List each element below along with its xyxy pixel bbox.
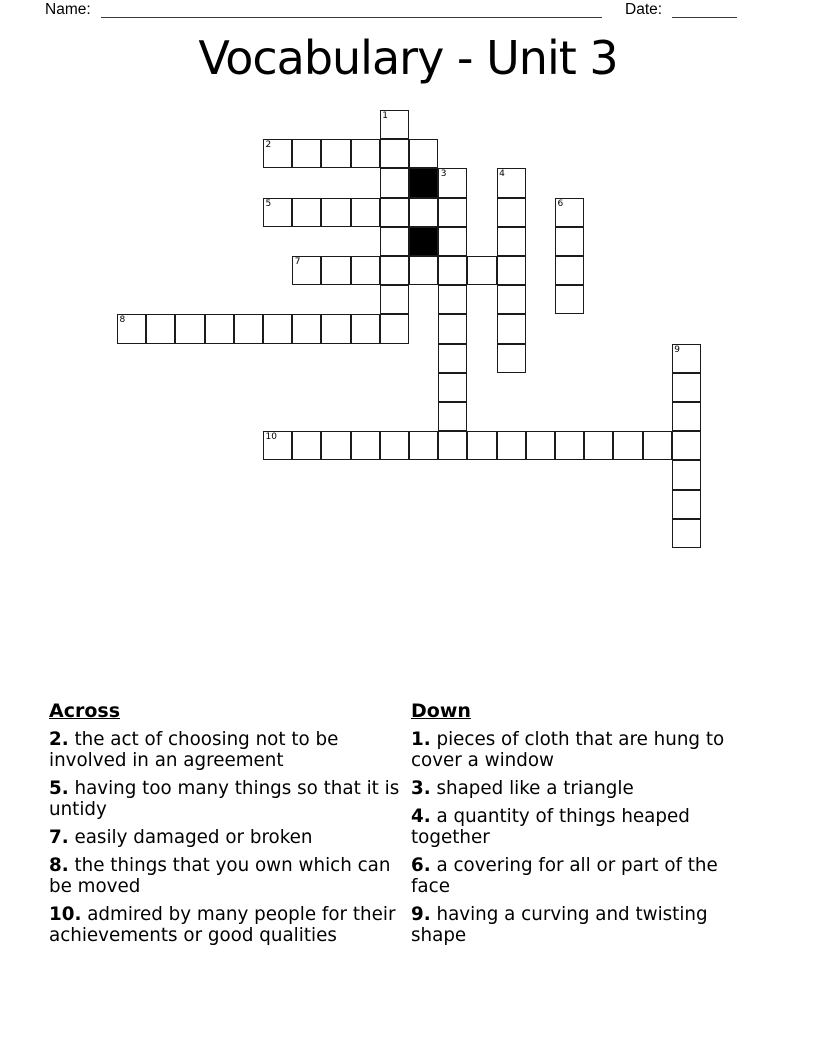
date-label: Date: — [625, 1, 663, 18]
grid-cell[interactable] — [380, 431, 409, 460]
clue-across-2: 2. the act of choosing not to be involved in an agreement — [49, 729, 339, 772]
grid-cell[interactable] — [380, 314, 409, 343]
grid-cell[interactable] — [555, 198, 584, 227]
grid-cell[interactable] — [438, 227, 467, 256]
clue-number: 9. — [411, 904, 431, 926]
clue-down-3: 3. shaped like a triangle — [411, 778, 634, 800]
across-heading: Across — [49, 700, 121, 722]
grid-cell[interactable] — [263, 139, 292, 168]
name-fill-line[interactable] — [101, 16, 602, 18]
clue-number: 1. — [411, 729, 431, 750]
black-cell — [409, 227, 438, 256]
grid-cell[interactable] — [380, 285, 409, 314]
grid-cell[interactable] — [672, 344, 701, 373]
grid-cell[interactable] — [263, 314, 292, 343]
grid-cell[interactable] — [497, 314, 526, 343]
grid-cell[interactable] — [497, 431, 526, 460]
grid-cell[interactable] — [497, 198, 526, 227]
cell-number-9: 9 — [674, 344, 681, 355]
grid-cell[interactable] — [497, 344, 526, 373]
grid-cell[interactable] — [234, 314, 263, 343]
grid-cell[interactable] — [380, 256, 409, 285]
grid-cell[interactable] — [321, 256, 350, 285]
grid-cell[interactable] — [351, 431, 380, 460]
grid-cell[interactable] — [672, 402, 701, 431]
clue-number: 5. — [49, 778, 69, 800]
grid-cell[interactable] — [467, 256, 496, 285]
black-cell — [409, 168, 438, 197]
grid-cell[interactable] — [351, 256, 380, 285]
grid-cell[interactable] — [409, 139, 438, 168]
page-title: Vocabulary - Unit 3 — [198, 31, 618, 85]
clue-number: 8. — [49, 854, 69, 876]
grid-cell[interactable] — [175, 314, 204, 343]
clue-number: 4. — [411, 805, 431, 827]
grid-cell[interactable] — [497, 227, 526, 256]
grid-cell[interactable] — [497, 256, 526, 285]
grid-cell[interactable] — [584, 431, 613, 460]
grid-cell[interactable] — [321, 431, 350, 460]
grid-cell[interactable] — [409, 431, 438, 460]
grid-cell[interactable] — [438, 344, 467, 373]
grid-cell[interactable] — [438, 431, 467, 460]
grid-cell[interactable] — [351, 139, 380, 168]
grid-cell[interactable] — [497, 285, 526, 314]
date-fill-line[interactable] — [672, 16, 737, 18]
grid-cell[interactable] — [292, 314, 321, 343]
grid-cell[interactable] — [438, 256, 467, 285]
clue-across-10: 10. admired by many people for their achievements or good qualities — [49, 904, 396, 947]
crossword-grid — [117, 110, 701, 548]
name-label: Name: — [45, 1, 91, 18]
grid-cell[interactable] — [438, 314, 467, 343]
grid-cell[interactable] — [438, 285, 467, 314]
clue-number: 3. — [411, 778, 431, 800]
cell-number-5: 5 — [265, 198, 272, 209]
clue-number: 10. — [49, 904, 82, 926]
grid-cell[interactable] — [380, 198, 409, 227]
grid-cell[interactable] — [117, 314, 146, 343]
grid-cell[interactable] — [555, 431, 584, 460]
grid-cell[interactable] — [672, 373, 701, 402]
cell-number-8: 8 — [119, 315, 126, 326]
grid-cell[interactable] — [292, 431, 321, 460]
grid-cell[interactable] — [672, 519, 701, 548]
clues-across — [49, 700, 407, 953]
grid-cell[interactable] — [292, 139, 321, 168]
grid-cell[interactable] — [380, 168, 409, 197]
clue-down-9: 9. having a curving and twisting shape — [411, 904, 708, 947]
grid-cell[interactable] — [205, 314, 234, 343]
clue-down-1: 1. pieces of cloth that are hung to cover a window — [411, 729, 725, 772]
grid-cell[interactable] — [321, 139, 350, 168]
grid-cell[interactable] — [409, 256, 438, 285]
grid-cell[interactable] — [672, 460, 701, 489]
grid-cell[interactable] — [380, 227, 409, 256]
grid-cell[interactable] — [672, 431, 701, 460]
grid-cell[interactable] — [292, 198, 321, 227]
cell-number-10: 10 — [265, 432, 277, 443]
clue-across-5: 5. having too many things so that it is untidy — [49, 778, 400, 821]
across-clue-list — [49, 729, 407, 947]
cell-number-1: 1 — [382, 111, 389, 121]
grid-cell[interactable] — [438, 168, 467, 197]
clue-number: 7. — [49, 827, 69, 849]
grid-cell[interactable] — [351, 314, 380, 343]
grid-cell[interactable] — [146, 314, 175, 343]
grid-cell[interactable] — [643, 431, 672, 460]
cell-number-3: 3 — [440, 169, 447, 180]
grid-cell[interactable] — [321, 314, 350, 343]
grid-cell[interactable] — [555, 256, 584, 285]
grid-cell[interactable] — [263, 431, 292, 460]
grid-cell[interactable] — [351, 198, 380, 227]
grid-cell[interactable] — [613, 431, 642, 460]
grid-cell[interactable] — [380, 139, 409, 168]
cell-number-4: 4 — [499, 169, 505, 180]
clue-across-8: 8. the things that you own which can be moved — [49, 854, 391, 898]
down-heading: Down — [411, 700, 471, 722]
clue-number: 2. — [49, 729, 69, 750]
grid-cell[interactable] — [555, 285, 584, 314]
grid-cell[interactable] — [672, 490, 701, 519]
down-clue-list — [411, 729, 758, 947]
grid-cell[interactable] — [380, 110, 409, 139]
grid-cell[interactable] — [467, 431, 496, 460]
cell-number-2: 2 — [265, 140, 272, 151]
clues-down — [411, 700, 758, 953]
grid-cell[interactable] — [438, 373, 467, 402]
grid-cell[interactable] — [526, 431, 555, 460]
clue-number: 6. — [411, 854, 431, 876]
cell-number-7: 7 — [294, 257, 301, 267]
grid-cell[interactable] — [555, 227, 584, 256]
grid-cell[interactable] — [438, 198, 467, 227]
grid-cell[interactable] — [292, 256, 321, 285]
grid-cell[interactable] — [438, 402, 467, 431]
clue-across-7: 7. easily damaged or broken — [49, 827, 313, 849]
grid-cell[interactable] — [409, 198, 438, 227]
clue-down-6: 6. a covering for all or part of the face — [411, 854, 718, 898]
clue-down-4: 4. a quantity of things heaped together — [411, 805, 690, 849]
grid-cell[interactable] — [321, 198, 350, 227]
cell-number-6: 6 — [557, 198, 564, 209]
grid-cell[interactable] — [497, 168, 526, 197]
grid-cell[interactable] — [263, 198, 292, 227]
